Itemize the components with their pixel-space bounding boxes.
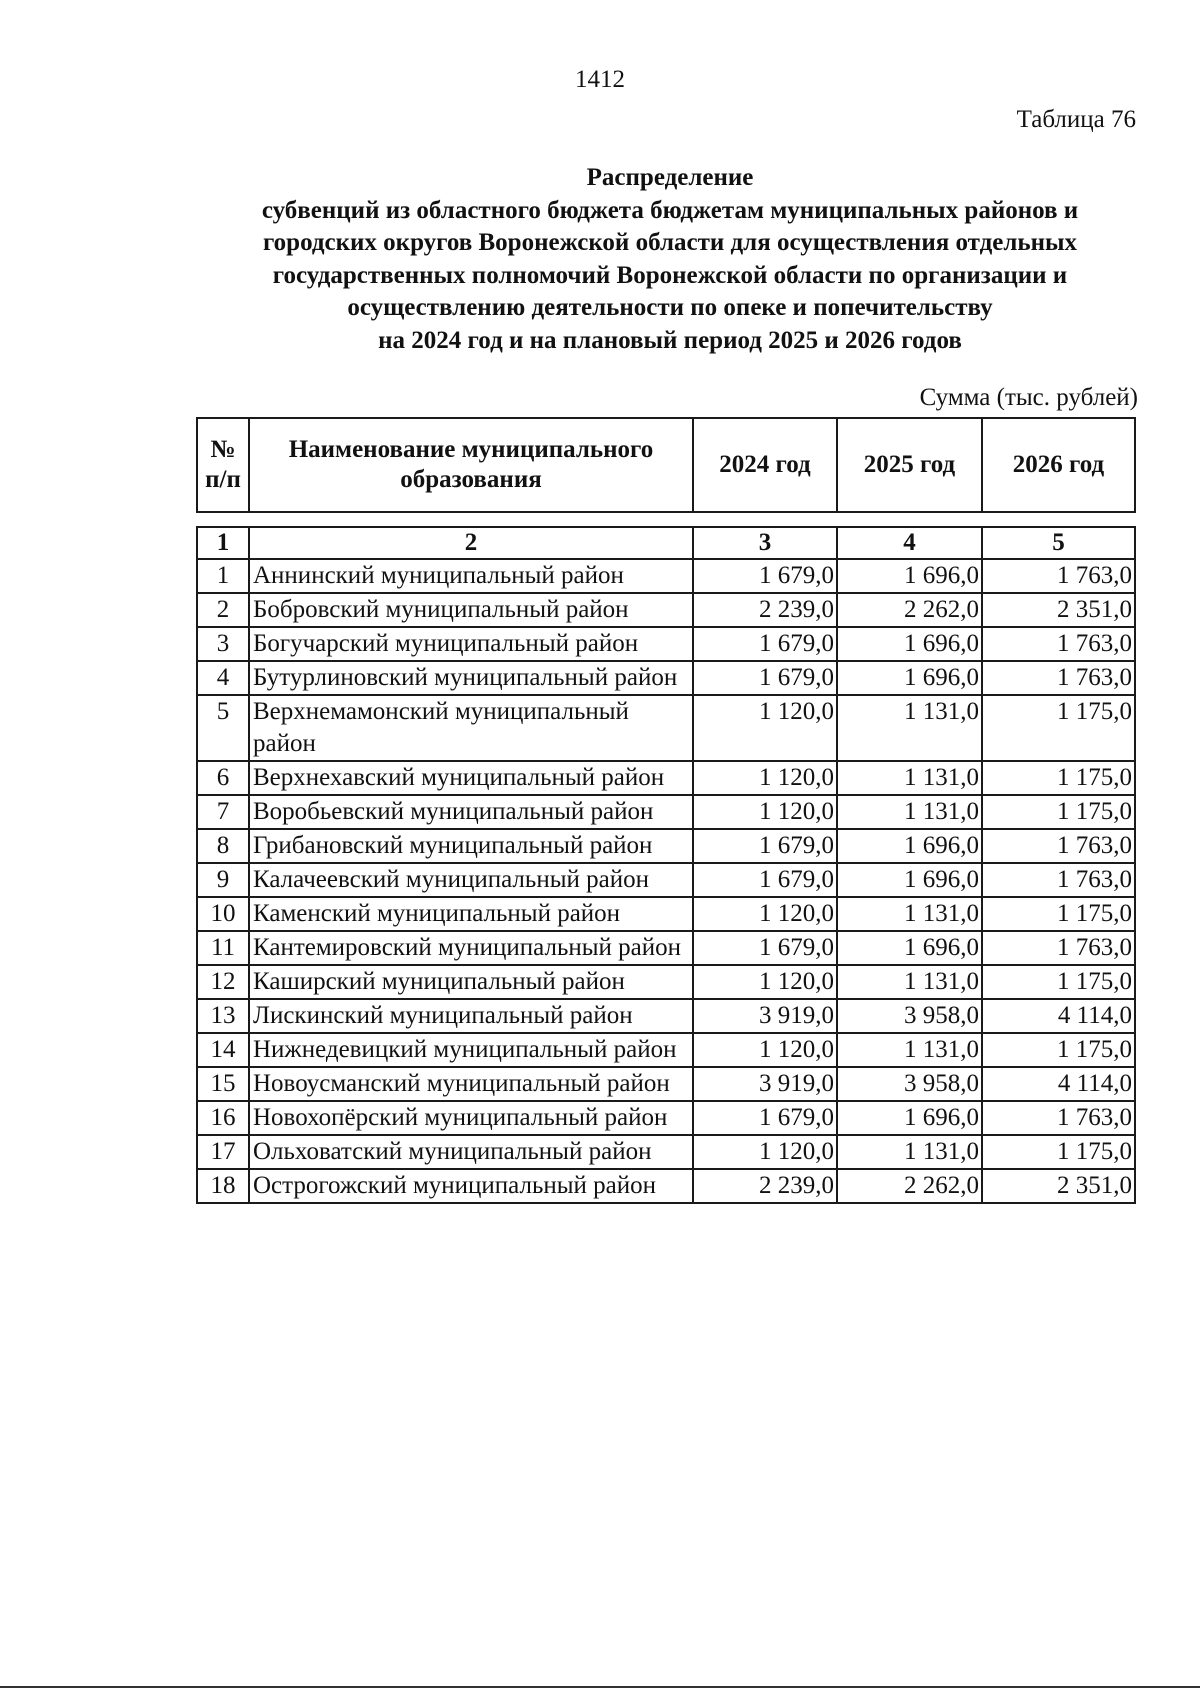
units-label: Сумма (тыс. рублей) xyxy=(919,384,1138,411)
row-name: Острогожский муниципальный район xyxy=(249,1169,693,1203)
row-name: Каширский муниципальный район xyxy=(249,965,693,999)
title-line: городских округов Воронежской области для осуществления отдельных xyxy=(262,229,1078,256)
row-name: Новоусманский муниципальный район xyxy=(249,1067,693,1101)
header-2025: 2025 год xyxy=(837,418,982,512)
table-row xyxy=(197,1033,1135,1067)
row-value-2026: 1 175,0 xyxy=(982,965,1135,999)
row-value-2024: 3 919,0 xyxy=(693,1067,837,1101)
row-value-2025: 1 696,0 xyxy=(837,829,982,863)
table-row xyxy=(197,795,1135,829)
row-value-2025: 1 696,0 xyxy=(837,1101,982,1135)
row-value-2024: 1 120,0 xyxy=(693,965,837,999)
row-value-2025: 1 696,0 xyxy=(837,661,982,695)
row-value-2024: 1 679,0 xyxy=(693,661,837,695)
row-value-2025: 1 131,0 xyxy=(837,695,982,761)
data-table xyxy=(196,526,1136,1204)
row-number: 5 xyxy=(197,695,249,761)
row-value-2025: 1 131,0 xyxy=(837,1033,982,1067)
table-row xyxy=(197,931,1135,965)
table-row xyxy=(197,1169,1135,1203)
row-name: Богучарский муниципальный район xyxy=(249,627,693,661)
row-value-2025: 1 131,0 xyxy=(837,761,982,795)
row-value-2026: 1 175,0 xyxy=(982,1135,1135,1169)
row-value-2024: 1 679,0 xyxy=(693,863,837,897)
table-row xyxy=(197,829,1135,863)
row-name: Нижнедевицкий муниципальный район xyxy=(249,1033,693,1067)
row-value-2026: 1 175,0 xyxy=(982,695,1135,761)
row-name: Калачеевский муниципальный район xyxy=(249,863,693,897)
row-name: Кантемировский муниципальный район xyxy=(249,931,693,965)
row-number: 3 xyxy=(197,627,249,661)
row-number: 11 xyxy=(197,931,249,965)
row-number: 18 xyxy=(197,1169,249,1203)
row-value-2025: 3 958,0 xyxy=(837,999,982,1033)
row-value-2025: 1 131,0 xyxy=(837,897,982,931)
row-value-2024: 1 679,0 xyxy=(693,627,837,661)
table-row xyxy=(197,897,1135,931)
row-value-2026: 1 763,0 xyxy=(982,661,1135,695)
row-value-2025: 1 131,0 xyxy=(837,965,982,999)
table-row xyxy=(197,695,1135,761)
row-value-2024: 1 120,0 xyxy=(693,795,837,829)
row-value-2026: 1 175,0 xyxy=(982,1033,1135,1067)
title-line: субвенций из областного бюджета бюджетам муниципальных районов и xyxy=(261,196,1079,224)
row-value-2026: 1 763,0 xyxy=(982,1101,1135,1135)
row-value-2024: 1 120,0 xyxy=(693,897,837,931)
row-number: 14 xyxy=(197,1033,249,1067)
row-value-2026: 4 114,0 xyxy=(982,1067,1135,1101)
row-name: Ольховатский муниципальный район xyxy=(249,1135,693,1169)
row-value-2024: 1 679,0 xyxy=(693,829,837,863)
row-value-2026: 1 763,0 xyxy=(982,931,1135,965)
row-number: 13 xyxy=(197,999,249,1033)
row-value-2025: 3 958,0 xyxy=(837,1067,982,1101)
row-value-2024: 1 120,0 xyxy=(693,1033,837,1067)
row-value-2025: 1 131,0 xyxy=(837,795,982,829)
table-row xyxy=(197,1135,1135,1169)
row-value-2026: 1 175,0 xyxy=(982,761,1135,795)
column-number: 5 xyxy=(982,527,1135,559)
page-number: 1412 xyxy=(575,66,625,93)
column-number: 3 xyxy=(693,527,837,559)
row-value-2024: 1 679,0 xyxy=(693,1101,837,1135)
row-value-2025: 1 696,0 xyxy=(837,931,982,965)
table-row xyxy=(197,661,1135,695)
table-row xyxy=(197,627,1135,661)
row-number: 17 xyxy=(197,1135,249,1169)
header-name: Наименование муниципального образования xyxy=(249,418,693,512)
title-line: Распределение xyxy=(586,164,754,191)
title-line: осуществлению деятельности по опеке и попечительству xyxy=(347,294,993,321)
header-num: № п/п xyxy=(197,418,249,512)
row-value-2024: 3 919,0 xyxy=(693,999,837,1033)
row-number: 8 xyxy=(197,829,249,863)
row-number: 1 xyxy=(197,559,249,593)
row-number: 4 xyxy=(197,661,249,695)
row-name: Грибановский муниципальный район xyxy=(249,829,693,863)
table-label: Таблица 76 xyxy=(1016,106,1136,133)
row-number: 15 xyxy=(197,1067,249,1101)
row-value-2026: 1 175,0 xyxy=(982,897,1135,931)
row-value-2025: 1 696,0 xyxy=(837,559,982,593)
row-name: Аннинский муниципальный район xyxy=(249,559,693,593)
column-number: 4 xyxy=(837,527,982,559)
table-row xyxy=(197,593,1135,627)
row-value-2024: 1 679,0 xyxy=(693,559,837,593)
column-number: 1 xyxy=(197,527,249,559)
table-header xyxy=(196,417,1136,513)
row-value-2024: 1 120,0 xyxy=(693,1135,837,1169)
column-number: 2 xyxy=(249,527,693,559)
table-row xyxy=(197,559,1135,593)
page-bottom-rule xyxy=(0,1686,1200,1688)
row-name: Лискинский муниципальный район xyxy=(249,999,693,1033)
row-value-2024: 2 239,0 xyxy=(693,1169,837,1203)
row-value-2026: 1 175,0 xyxy=(982,795,1135,829)
row-value-2025: 2 262,0 xyxy=(837,1169,982,1203)
row-value-2024: 1 120,0 xyxy=(693,761,837,795)
row-value-2025: 1 696,0 xyxy=(837,627,982,661)
title-line: государственных полномочий Воронежской области по организации и xyxy=(272,261,1068,289)
row-name: Верхнемамонский муниципальный район xyxy=(249,695,693,761)
row-number: 7 xyxy=(197,795,249,829)
row-value-2026: 2 351,0 xyxy=(982,1169,1135,1203)
row-name: Новохопёрский муниципальный район xyxy=(249,1101,693,1135)
row-value-2026: 1 763,0 xyxy=(982,829,1135,863)
row-value-2026: 4 114,0 xyxy=(982,999,1135,1033)
table-row xyxy=(197,965,1135,999)
row-value-2026: 1 763,0 xyxy=(982,863,1135,897)
row-value-2024: 1 679,0 xyxy=(693,931,837,965)
row-name: Бобровский муниципальный район xyxy=(249,593,693,627)
row-number: 12 xyxy=(197,965,249,999)
row-number: 2 xyxy=(197,593,249,627)
row-value-2026: 2 351,0 xyxy=(982,593,1135,627)
row-value-2024: 2 239,0 xyxy=(693,593,837,627)
row-value-2024: 1 120,0 xyxy=(693,695,837,761)
row-name: Верхнехавский муниципальный район xyxy=(249,761,693,795)
row-value-2025: 2 262,0 xyxy=(837,593,982,627)
document-title xyxy=(180,162,1160,357)
row-value-2025: 1 696,0 xyxy=(837,863,982,897)
row-number: 10 xyxy=(197,897,249,931)
row-value-2026: 1 763,0 xyxy=(982,559,1135,593)
row-name: Каменский муниципальный район xyxy=(249,897,693,931)
table-row xyxy=(197,1101,1135,1135)
table-row xyxy=(197,1067,1135,1101)
table-row xyxy=(197,761,1135,795)
row-value-2025: 1 131,0 xyxy=(837,1135,982,1169)
title-line: на 2024 год и на плановый период 2025 и 2026 годов xyxy=(378,326,962,354)
header-2026: 2026 год xyxy=(982,418,1135,512)
table-row xyxy=(197,999,1135,1033)
row-name: Бутурлиновский муниципальный район xyxy=(249,661,693,695)
header-2024: 2024 год xyxy=(693,418,837,512)
row-value-2026: 1 763,0 xyxy=(982,627,1135,661)
table-row xyxy=(197,863,1135,897)
column-numbers-row xyxy=(197,527,1135,559)
row-name: Воробьевский муниципальный район xyxy=(249,795,693,829)
row-number: 16 xyxy=(197,1101,249,1135)
row-number: 6 xyxy=(197,761,249,795)
row-number: 9 xyxy=(197,863,249,897)
